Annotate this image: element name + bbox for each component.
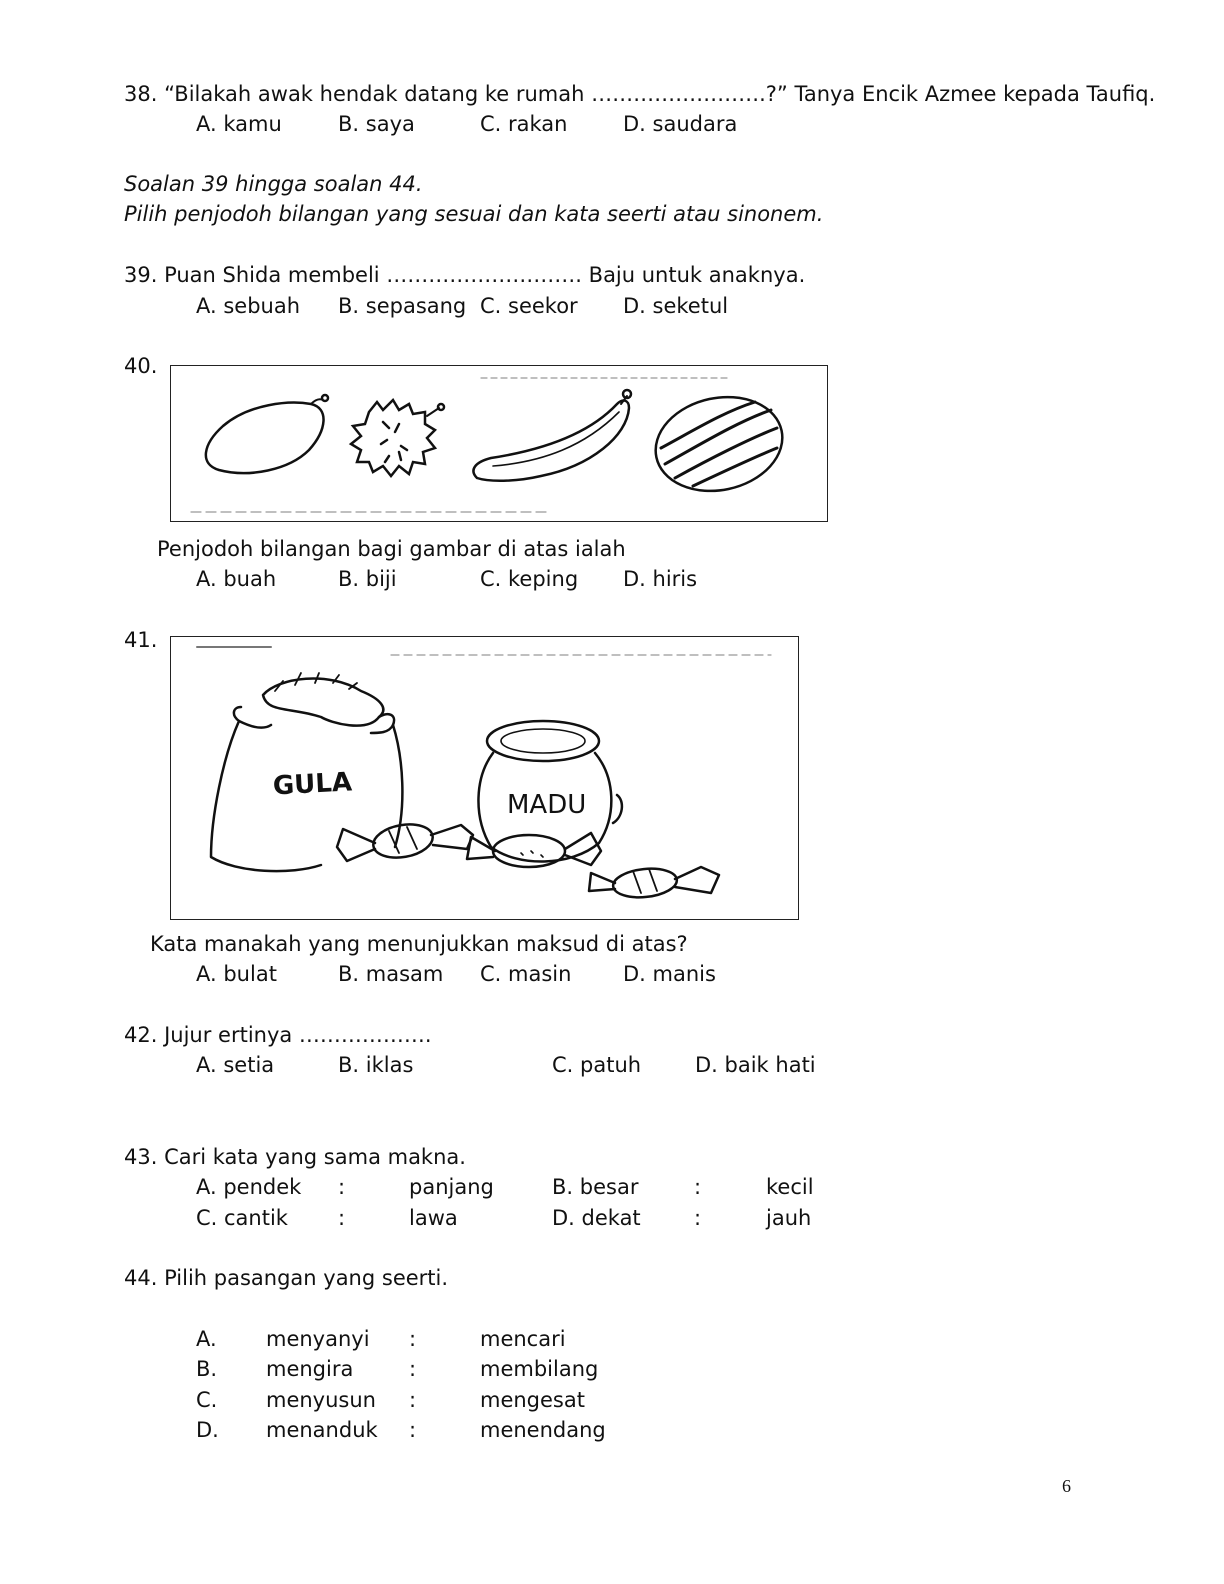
q44-option-a-pair: mencari [480, 1327, 566, 1351]
papaya-icon [206, 395, 328, 473]
instruction-line-2: Pilih penjodoh bilangan yang sesuai dan kata seerti atau sinonem. [124, 202, 824, 226]
q40-option-a: A. buah [196, 567, 277, 591]
q44-option-b-colon: : [409, 1357, 417, 1381]
q44-question: 44. Pilih pasangan yang seerti. [124, 1266, 449, 1290]
q43-row2-left-pair: lawa [409, 1206, 458, 1230]
q39-question: 39. Puan Shida membeli ………………………. Baju untuk anaknya. [124, 263, 806, 287]
q41-option-b: B. masam [338, 962, 444, 986]
durian-icon [351, 400, 444, 476]
q43-row1-left-colon: : [338, 1175, 346, 1199]
q44-option-c-word: menyusun [266, 1388, 376, 1412]
q40-prompt: Penjodoh bilangan bagi gambar di atas ialah [157, 537, 626, 561]
q39-option-a: A. sebuah [196, 294, 301, 318]
q43-question: 43. Cari kata yang sama makna. [124, 1145, 466, 1169]
q44-option-a-colon: : [409, 1327, 417, 1351]
q44-option-d-word: menanduk [266, 1418, 378, 1442]
jar-label: MADU [507, 790, 587, 820]
q43-row2-right-colon: : [694, 1206, 702, 1230]
q42-option-a: A. setia [196, 1053, 275, 1077]
q38-option-b: B. saya [338, 112, 415, 136]
sack-label: GULA [272, 767, 353, 802]
q43-row1-left-pair: panjang [409, 1175, 494, 1199]
q39-option-d: D. seketul [623, 294, 729, 318]
q44-option-d-letter: D. [196, 1418, 219, 1442]
q44-option-c-letter: C. [196, 1388, 218, 1412]
q44-option-d-colon: : [409, 1418, 417, 1442]
q42-option-c: C. patuh [552, 1053, 642, 1077]
q44-option-c-colon: : [409, 1388, 417, 1412]
q43-row1-right-word: B. besar [552, 1175, 639, 1199]
q44-option-d-pair: menendang [480, 1418, 606, 1442]
q39-option-c: C. seekor [480, 294, 578, 318]
q43-row2-left-colon: : [338, 1206, 346, 1230]
sweet-things-drawing [171, 637, 798, 919]
q41-option-d: D. manis [623, 962, 716, 986]
fruit-drawing [171, 366, 827, 521]
q44-option-a-word: menyanyi [266, 1327, 370, 1351]
banana-icon [473, 390, 631, 481]
q42-option-b: B. iklas [338, 1053, 414, 1077]
q38-option-d: D. saudara [623, 112, 738, 136]
q43-row2-left-word: C. cantik [196, 1206, 288, 1230]
q43-row2-right-word: D. dekat [552, 1206, 641, 1230]
instruction-line-1: Soalan 39 hingga soalan 44. [124, 172, 423, 196]
q40-number: 40. [124, 354, 158, 378]
fruit-picture [170, 365, 828, 522]
q39-option-b: B. sepasang [338, 294, 467, 318]
q44-option-c-pair: mengesat [480, 1388, 585, 1412]
q43-row1-right-pair: kecil [766, 1175, 814, 1199]
q38-question: 38. “Bilakah awak hendak datang ke rumah …………………….?” Tanya Encik Azmee kepada Taufiq. [124, 82, 1156, 106]
watermelon-icon [647, 386, 791, 503]
q44-option-b-pair: membilang [480, 1357, 599, 1381]
q40-option-b: B. biji [338, 567, 397, 591]
q44-option-b-letter: B. [196, 1357, 218, 1381]
q38-option-a: A. kamu [196, 112, 282, 136]
q40-option-d: D. hiris [623, 567, 698, 591]
page-number: 6 [1062, 1476, 1071, 1496]
sweet-things-picture [170, 636, 799, 920]
q42-option-d: D. baik hati [695, 1053, 816, 1077]
q42-question: 42. Jujur ertinya ………………. [124, 1023, 432, 1047]
q43-row2-right-pair: jauh [766, 1206, 812, 1230]
candy-icon [589, 866, 719, 901]
q41-number: 41. [124, 628, 158, 652]
q43-row1-left-word: A. pendek [196, 1175, 302, 1199]
q44-option-b-word: mengira [266, 1357, 354, 1381]
q41-option-c: C. masin [480, 962, 572, 986]
q44-option-a-letter: A. [196, 1327, 217, 1351]
q40-option-c: C. keping [480, 567, 579, 591]
q41-prompt: Kata manakah yang menunjukkan maksud di atas? [150, 932, 688, 956]
candy-icon [337, 820, 473, 862]
q38-option-c: C. rakan [480, 112, 568, 136]
q41-option-a: A. bulat [196, 962, 277, 986]
q43-row1-right-colon: : [694, 1175, 702, 1199]
